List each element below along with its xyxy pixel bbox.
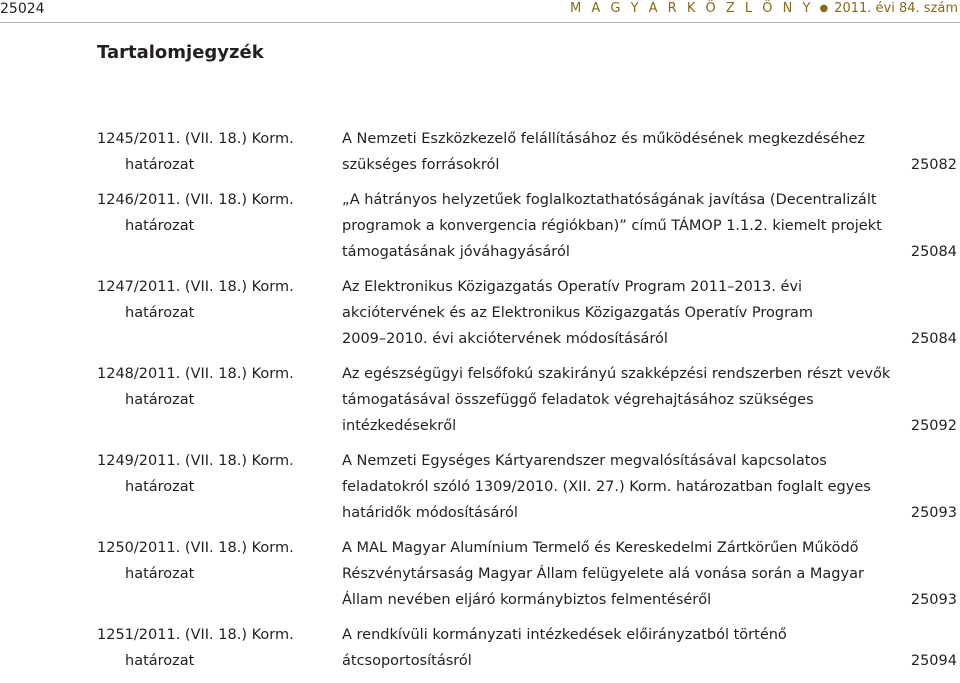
toc-entry-description-line: Részvénytársaság Magyar Állam felügyelete alá vonása során a Magyar [342,566,864,582]
toc-entry-reference-type: határozat [125,566,195,582]
journal-name: M A G Y A R K Ö Z L Ö N Y [569,1,814,16]
toc-entry-description-line: programok a konvergencia régiókban)” című TÁMOP 1.1.2. kiemelt projekt [342,218,882,234]
toc-entry-page-number: 25094 [910,653,957,669]
toc-entry-description-line: szükséges forrásokról [342,157,500,173]
bullet-icon: ● [819,3,829,14]
toc-entry-reference-type: határozat [125,653,195,669]
toc-entry-description [342,361,902,439]
toc-entry-reference-type: határozat [125,305,195,321]
toc-entry[interactable] [97,535,957,613]
toc-entry-reference-type: határozat [125,157,195,173]
toc-entry-reference-number: 1251/2011. (VII. 18.) Korm. [97,627,294,643]
issue-info: 2011. évi 84. szám [834,1,958,16]
journal-title [570,1,958,16]
toc-entry-reference [97,274,327,326]
toc-entry-description [342,126,902,178]
toc-entry-reference [97,622,327,674]
toc-entry[interactable] [97,274,957,352]
toc-entry-reference-type: határozat [125,392,195,408]
toc-entry-reference [97,448,327,500]
toc-entry-description-line: A MAL Magyar Alumínium Termelő és Kereskedelmi Zártkörűen Működő [342,540,859,556]
toc-entry-reference [97,361,327,413]
toc-entry[interactable] [97,126,957,178]
toc-entry-page-number: 25093 [910,592,957,608]
page-header [0,0,960,23]
toc-entry-reference-number: 1245/2011. (VII. 18.) Korm. [97,131,294,147]
toc-entry-reference [97,187,327,239]
toc-entry-description-line: támogatásával összefüggő feladatok végrehajtásához szükséges [342,392,814,408]
toc-entry-reference [97,535,327,587]
toc-entry[interactable] [97,622,957,674]
toc-entry-page-number: 25084 [910,331,957,347]
toc-entry-description-line: Az egészségügyi felsőfokú szakirányú szakképzési rendszerben részt vevők [342,366,891,382]
toc-entry-description-line: átcsoportosításról [342,653,472,669]
toc-entry-reference-number: 1246/2011. (VII. 18.) Korm. [97,192,294,208]
toc-entry-description [342,274,902,352]
toc-entry[interactable] [97,448,957,526]
toc-entry-reference-number: 1247/2011. (VII. 18.) Korm. [97,279,294,295]
toc-entry-description-line: támogatásának jóváhagyásáról [342,244,570,260]
toc-entry[interactable] [97,361,957,439]
toc-entry-description-line: Az Elektronikus Közigazgatás Operatív Program 2011–2013. évi [342,279,803,295]
toc-entry-description-line: feladatokról szóló 1309/2010. (XII. 27.) Korm. határozatban foglalt egyes [342,479,871,495]
toc-entry-description-line: A rendkívüli kormányzati intézkedések előirányzatból történő [342,627,787,643]
toc-entry-description-line: 2009–2010. évi akciótervének módosításáról [342,331,668,347]
toc-entry-reference-number: 1249/2011. (VII. 18.) Korm. [97,453,294,469]
toc-entry-description-line: intézkedésekről [342,418,457,434]
toc-title: Tartalomjegyzék [97,42,264,63]
toc-entry[interactable] [97,187,957,265]
toc-entry-description [342,622,902,674]
toc-entry-reference-number: 1250/2011. (VII. 18.) Korm. [97,540,294,556]
toc-entry-page-number: 25093 [910,505,957,521]
toc-entry-description-line: A Nemzeti Eszközkezelő felállításához és működésének megkezdéséhez [342,131,865,147]
toc-entry-page-number: 25092 [910,418,957,434]
toc-entry-description [342,187,902,265]
toc-entry-page-number: 25082 [910,157,957,173]
toc-entry-description-line: „A hátrányos helyzetűek foglalkoztathatóságának javítása (Decentralizált [342,192,877,208]
toc-entry-description-line: Állam nevében eljáró kormánybiztos felmentéséről [342,592,712,608]
toc-entry-description [342,535,902,613]
toc-entry-description-line: határidők módosításáról [342,505,518,521]
toc-entry-reference-type: határozat [125,479,195,495]
toc-entry-description-line: A Nemzeti Egységes Kártyarendszer megvalósításával kapcsolatos [342,453,827,469]
toc-entry-page-number: 25084 [910,244,957,260]
toc-entry-reference-number: 1248/2011. (VII. 18.) Korm. [97,366,294,382]
toc-entry-description-line: akciótervének és az Elektronikus Közigazgatás Operatív Program [342,305,814,321]
toc-entry-reference [97,126,327,178]
toc-entry-description [342,448,902,526]
toc-list [97,126,957,683]
page-number: 25024 [0,1,45,17]
toc-entry-reference-type: határozat [125,218,195,234]
